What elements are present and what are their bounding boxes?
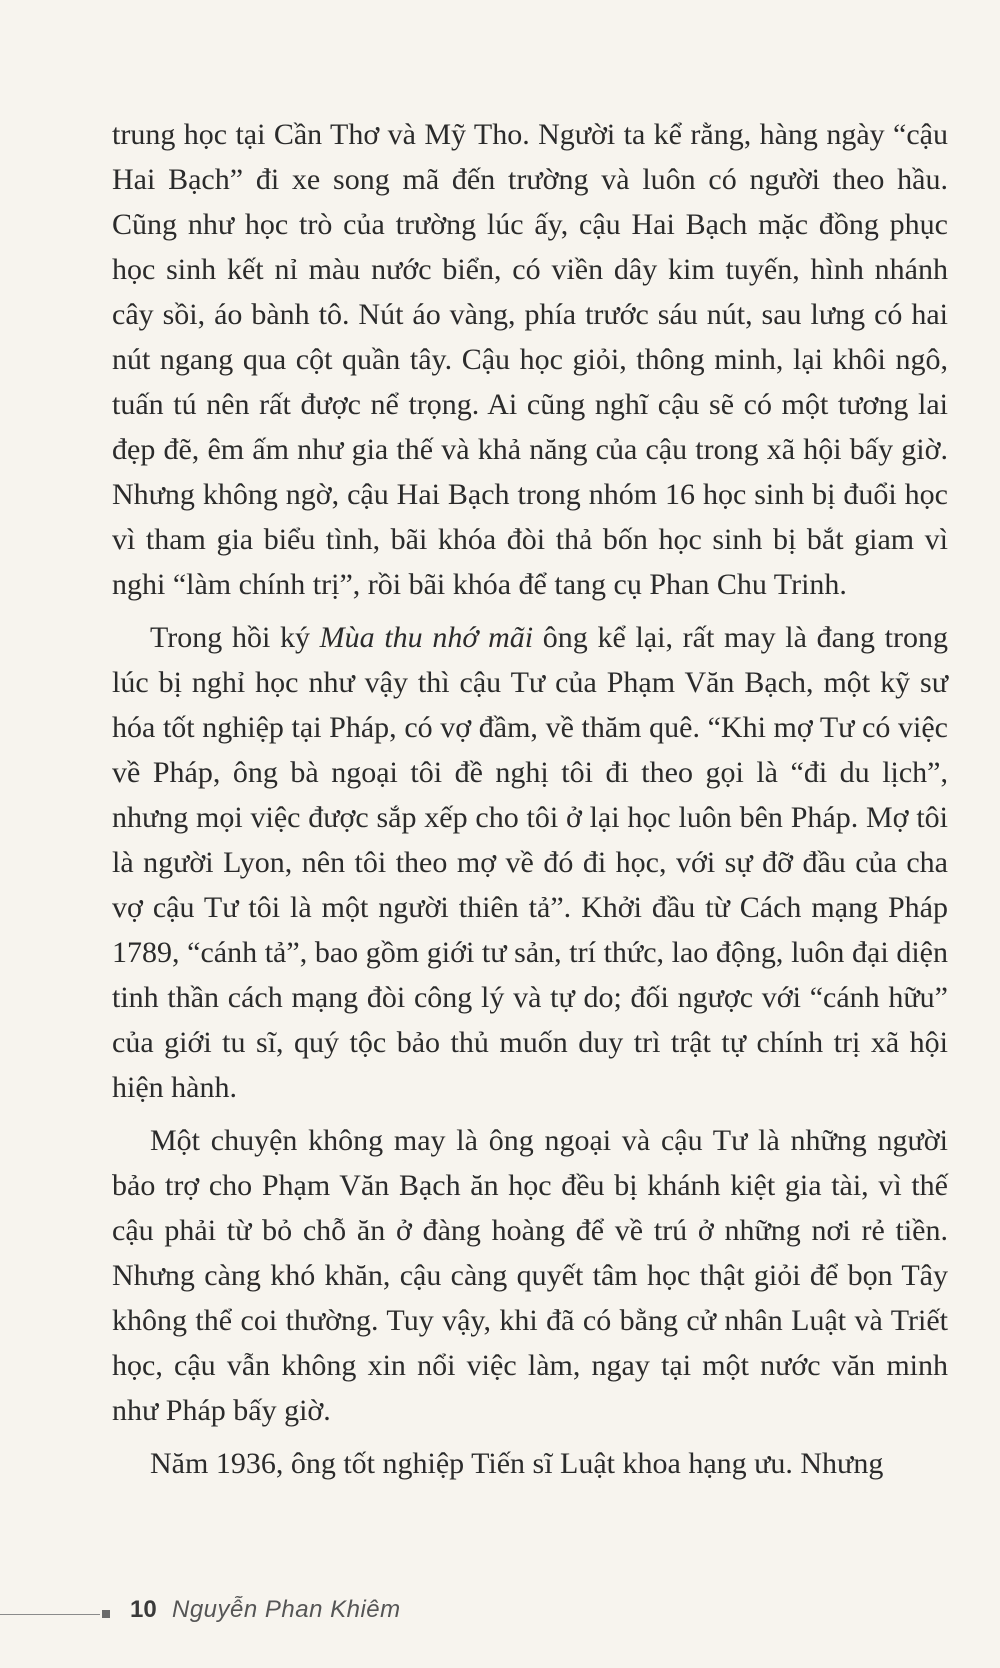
paragraph-3: Một chuyện không may là ông ngoại và cậu Tư là những người bảo trợ cho Phạm Văn Bạch ăn học đều bị khánh kiệt gia tài, vì thế cậu phải từ bỏ chỗ ăn ở đàng hoàng để về trú ở những nơi rẻ tiền. Nhưng càng khó khăn, cậu càng quyết tâm học thật giỏi để bọn Tây không thể coi thường. Tuy vậy, khi đã có bằng cử nhân Luật và Triết học, cậu vẫn không xin nổi việc làm, ngay tại một nước văn minh như Pháp bấy giờ. xyxy=(112,1124,948,1427)
paragraph-2-lead: Trong hồi ký xyxy=(150,621,320,654)
paragraph-2-rest: ông kể lại, rất may là đang trong lúc bị nghỉ học như vậy thì cậu Tư của Phạm Văn Bạch, một kỹ sư hóa tốt nghiệp tại Pháp, có vợ đầm, về thăm quê. “Khi mợ Tư có việc về Pháp, ông bà ngoại tôi đề nghị tôi đi theo gọi là “đi du lịch”, nhưng mọi việc được sắp xếp cho tôi ở lại học luôn bên Pháp. Mợ tôi là người Lyon, nên tôi theo mợ về đó đi học, với sự đỡ đầu của cha vợ cậu Tư tôi là một người thiên tả”. Khởi đầu từ Cách mạng Pháp 1789, “cánh tả”, bao gồm giới tư sản, trí thức, lao động, luôn đại diện tinh thần cách mạng đòi công lý và tự do; đối ngược với “cánh hữu” của giới tu sĩ, quý tộc bảo thủ muốn duy trì trật tự chính trị xã hội hiện hành. xyxy=(112,621,948,1104)
paragraph-4: Năm 1936, ông tốt nghiệp Tiến sĩ Luật khoa hạng ưu. Nhưng xyxy=(150,1447,884,1480)
paragraph-2 xyxy=(112,615,948,1110)
footer-rule xyxy=(0,1614,100,1615)
memoir-title: Mùa thu nhớ mãi xyxy=(319,621,534,654)
page-number: 10 xyxy=(130,1596,157,1623)
body-text xyxy=(112,112,948,1494)
page-footer xyxy=(0,1594,1000,1634)
footer-square-icon xyxy=(102,1610,110,1618)
paragraph-1: trung học tại Cần Thơ và Mỹ Tho. Người ta kể rằng, hàng ngày “cậu Hai Bạch” đi xe song mã đến trường và luôn có người theo hầu. Cũng như học trò của trường lúc ấy, cậu Hai Bạch mặc đồng phục học sinh kết nỉ màu nước biển, có viền dây kim tuyến, hình nhánh cây sồi, áo bành tô. Nút áo vàng, phía trước sáu nút, sau lưng có hai nút ngang qua cột quần tây. Cậu học giỏi, thông minh, lại khôi ngô, tuấn tú nên rất được nể trọng. Ai cũng nghĩ cậu sẽ có một tương lai đẹp đẽ, êm ấm như gia thế và khả năng của cậu trong xã hội bấy giờ. Nhưng không ngờ, cậu Hai Bạch trong nhóm 16 học sinh bị đuổi học vì tham gia biểu tình, bãi khóa đòi thả bốn học sinh bị bắt giam vì nghi “làm chính trị”, rồi bãi khóa để tang cụ Phan Chu Trinh. xyxy=(112,118,948,601)
running-author: Nguyễn Phan Khiêm xyxy=(172,1596,401,1623)
